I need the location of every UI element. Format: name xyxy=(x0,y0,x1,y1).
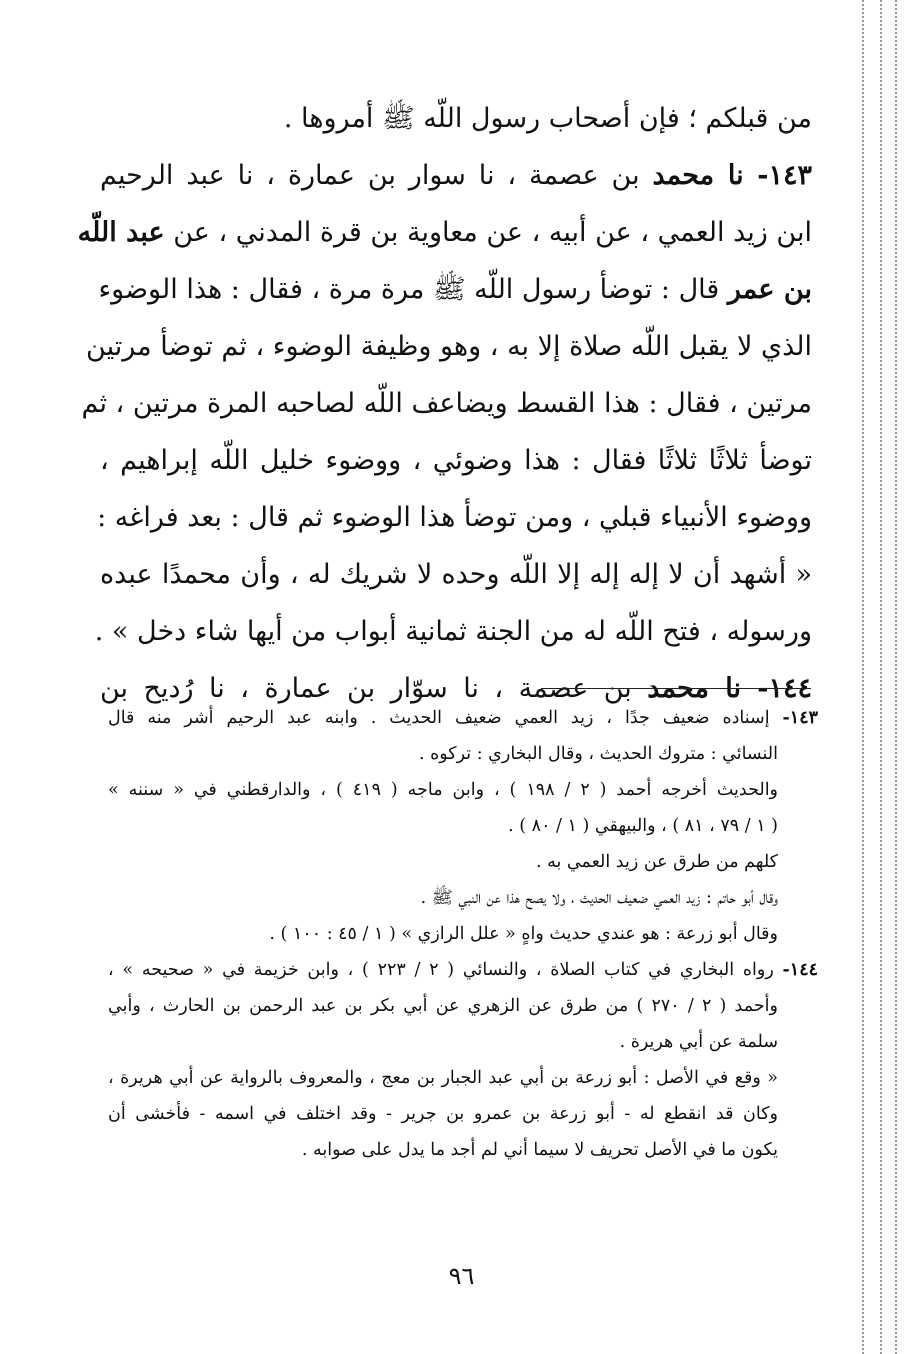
text-line: توضأ ثلاثًا ثلاثًا فقال : هذا وضوئي ، ووضوء خليل اللّه إبراهيم ، xyxy=(100,445,812,476)
footnote-line: ( ١ / ٧٩ ، ٨١ ) ، والبيهقي ( ١ / ٨٠ ) . xyxy=(508,816,778,836)
hadith-144-heading-line: ١٤٤- نا محمد بن عصمة ، نا سوّار بن عمارة ، نا رُديح بن xyxy=(100,673,812,704)
footnotes xyxy=(108,700,818,1168)
text-line: ابن زيد العمي ، عن أبيه ، عن معاوية بن قرة المدني ، عن عبد اللّه xyxy=(77,217,812,248)
footnote-line: يكون ما في الأصل تحريف لا سيما أني لم أجد ما يدل على صوابه . xyxy=(301,1140,778,1160)
footnote-line: سلمة عن أبي هريرة . xyxy=(619,1032,778,1052)
hadith-143-heading-line: ١٤٣- نا محمد بن عصمة ، نا سوار بن عمارة ، نا عبد الرحيم xyxy=(100,160,813,191)
text-line: الذي لا يقبل اللّه صلاة إلا به ، وهو وظيفة الوضوء ، ثم توضأ مرتين xyxy=(86,331,812,362)
text-line: ووضوء الأنبياء قبلي ، ومن توضأ هذا الوضوء ثم قال : بعد فراغه : xyxy=(97,502,812,533)
footnote-line: النسائي : متروك الحديث ، وقال البخاري : تركوه . xyxy=(418,744,778,764)
text-line: « أشهد أن لا إله إله إلا اللّه وحده لا شريك له ، وأن محمدًا عبده xyxy=(100,559,812,590)
page-number: ٩٦ xyxy=(448,1262,475,1290)
footnote-line: كلهم من طرق عن زيد العمي به . xyxy=(535,852,778,872)
text-line: بن عمر قال : توضأ رسول اللّه ﷺ مرة مرة ، فقال : هذا الوضوء xyxy=(98,274,812,305)
footnote-line: وكان قد انقطع له - أبو زرعة بن عمرو بن جرير - وقد اختلف في اسمه - فأخشى أن xyxy=(108,1104,778,1124)
text-line: من قبلكم ؛ فإن أصحاب رسول اللّه ﷺ أمروها . xyxy=(283,103,812,134)
binding-edge-dots xyxy=(895,0,897,1354)
binding-edge-dots xyxy=(862,0,864,1354)
binding-edge-dots xyxy=(880,0,882,1354)
text-line: ورسوله ، فتح اللّه له من الجنة ثمانية أبواب من أيها شاء دخل » . xyxy=(94,616,812,647)
footnote-separator xyxy=(541,688,811,689)
footnote-line: وقال أبو حاتم : زيد العمي ضعيف الحديث ، ولا يصح هذا عن النبي ﷺ . xyxy=(420,888,778,908)
footnote-line: وأحمد ( ٢ / ٢٧٠ ) من طرق عن الزهري عن أبي بكر بن عبد الرحمن بن الحارث ، وأبي xyxy=(108,996,778,1016)
footnote-line: وقال أبو زرعة : هو عندي حديث واهٍ « علل الرازي » ( ١ / ٤٥ : ١٠٠ ) . xyxy=(269,924,778,944)
main-text xyxy=(77,90,813,717)
footnote-144-line: ١٤٤- رواه البخاري في كتاب الصلاة ، والنسائي ( ٢ / ٢٢٣ ) ، وابن خزيمة في « صحيحه » ، xyxy=(108,960,818,980)
footnote-line: والحديث أخرجه أحمد ( ٢ / ١٩٨ ) ، وابن ماجه ( ٤١٩ ) ، والدارقطني في « سننه » xyxy=(108,780,779,800)
text-line: مرتين ، فقال : هذا القسط ويضاعف اللّه لصاحبه المرة مرتين ، ثم xyxy=(81,388,812,419)
footnote-line: « وقع في الأصل : أبو زرعة بن أبي عبد الجبار بن معج ، والمعروف بالرواية عن أبي هريرة ، xyxy=(108,1068,778,1088)
footnote-143-line: ١٤٣- إسناده ضعيف جدًا ، زيد العمي ضعيف الحديث . وابنه عبد الرحيم أشر منه قال xyxy=(108,708,818,728)
